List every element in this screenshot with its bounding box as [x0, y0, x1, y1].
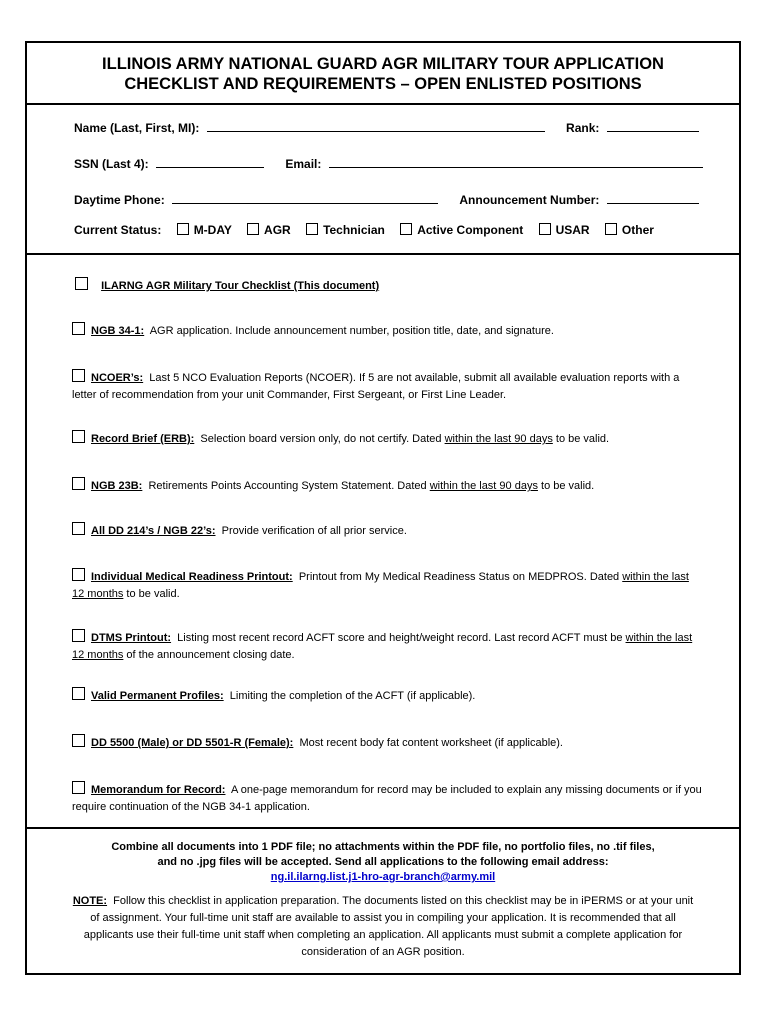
applicant-fields [27, 103, 739, 255]
status-option-label: Technician [323, 223, 385, 237]
checklist-checkbox[interactable] [72, 369, 85, 382]
checklist-checkbox[interactable] [72, 568, 85, 581]
checklist-item [72, 322, 702, 340]
checklist-item-label: Record Brief (ERB): [91, 433, 195, 445]
checklist-item-label: NGB 34-1: [91, 325, 145, 337]
status-technician-checkbox[interactable] [306, 223, 318, 235]
checklist-item-text: Retirements Points Accounting System Statement. Dated [148, 480, 430, 492]
checklist-item-deadline: within the last 12 months [72, 571, 689, 600]
checklist-item [72, 734, 702, 752]
note-label: NOTE: [72, 895, 108, 907]
form-frame [25, 41, 741, 975]
checklist-checkbox[interactable] [72, 522, 85, 535]
status-agr-checkbox[interactable] [247, 223, 259, 235]
rank-field[interactable] [607, 119, 699, 132]
checklist-item [72, 369, 702, 404]
checklist-checkbox[interactable] [72, 322, 85, 335]
phone-label: Daytime Phone: [74, 193, 165, 207]
checklist-item-text: Printout from My Medical Readiness Status on MEDPROS. Dated [298, 571, 623, 583]
combine-instructions [27, 840, 739, 885]
checklist-item-text: Listing most recent record ACFT score and height/weight record. Last record ACFT must be [177, 632, 626, 644]
checklist-item-text: Most recent body fat content worksheet (if applicable). [299, 737, 563, 749]
checklist-item-label: Valid Permanent Profiles: [91, 690, 224, 702]
checklist-item [72, 629, 702, 664]
submission-instructions [27, 827, 739, 975]
status-option-label: M-DAY [193, 223, 232, 237]
checklist-item-label: Individual Medical Readiness Printout: [91, 571, 293, 583]
status-mday-checkbox[interactable] [177, 223, 189, 235]
status-usar-checkbox[interactable] [539, 223, 551, 235]
checklist-item-text: A one-page memorandum for record may be included to explain any missing documents or if you require continuation of the NGB 34-1 application. [72, 784, 702, 813]
checklist-item-text: AGR application. Include announcement number, position title, date, and signature. [149, 325, 554, 337]
checklist-item-label: All DD 214’s / NGB 22’s: [91, 525, 216, 537]
checklist-checkbox[interactable] [75, 277, 88, 290]
checklist-item-text: Selection board version only, do not certify. Dated [200, 433, 445, 445]
checklist-item-text: Last 5 NCO Evaluation Reports (NCOER). If 5 are not available, submit all available evaluation reports with a letter of recommendation from your unit Commander, First Sergeant, or First Line Leader. [72, 372, 680, 401]
status-option-label: USAR [555, 223, 590, 237]
checklist-item [72, 687, 702, 705]
checklist-item-label: NGB 23B: [91, 480, 143, 492]
status-option-label: AGR [264, 223, 291, 237]
checklist-item-text-end: to be valid. [123, 588, 180, 600]
name-rank-row [74, 119, 699, 135]
announcement-label: Announcement Number: [459, 193, 600, 207]
form-header [27, 43, 739, 105]
checklist-item-label: ILARNG AGR Military Tour Checklist (This document) [101, 280, 380, 292]
status-other-checkbox[interactable] [605, 223, 617, 235]
name-field[interactable] [207, 119, 545, 132]
email-label: Email: [285, 157, 322, 171]
ssn-label: SSN (Last 4): [74, 157, 149, 171]
checklist-checkbox[interactable] [72, 477, 85, 490]
form-title-line-1: ILLINOIS ARMY NATIONAL GUARD AGR MILITARY TOUR APPLICATION [102, 55, 664, 73]
checklist-item-deadline: within the last 12 months [72, 632, 693, 661]
checklist-item-text-end: to be valid. [537, 480, 595, 492]
checklist-item-text: Provide verification of all prior service. [221, 525, 407, 537]
status-active-component-checkbox[interactable] [400, 223, 412, 235]
checklist-item-text: Limiting the completion of the ACFT (if applicable). [229, 690, 476, 702]
checklist-item [75, 277, 705, 295]
status-option-label: Active Component [417, 223, 524, 237]
current-status-row [74, 223, 654, 237]
status-option-label: Other [621, 223, 654, 237]
checklist-item-label: DTMS Printout: [91, 632, 172, 644]
checklist-item-text-end: to be valid. [552, 433, 610, 445]
checklist-checkbox[interactable] [72, 687, 85, 700]
form-title-line-2: CHECKLIST AND REQUIREMENTS – OPEN ENLISTED POSITIONS [124, 75, 642, 93]
checklist-item-deadline: within the last 90 days [429, 480, 538, 492]
checklist-checkbox[interactable] [72, 430, 85, 443]
combine-line-2: and no .jpg files will be accepted. Send all applications to the following email address: [157, 856, 609, 868]
checklist-checkbox[interactable] [72, 734, 85, 747]
checklist-item [72, 522, 702, 540]
rank-label: Rank: [566, 121, 600, 135]
ssn-email-row [74, 155, 703, 171]
checklist-item [72, 477, 702, 495]
note-paragraph [27, 893, 739, 961]
ssn-field[interactable] [156, 155, 264, 168]
phone-field[interactable] [172, 191, 438, 204]
checklist-item-label: Memorandum for Record: [91, 784, 226, 796]
submission-email-link[interactable]: ng.il.ilarng.list.j1-hro-agr-branch@army.mil [270, 871, 496, 883]
checklist-item-label: DD 5500 (Male) or DD 5501-R (Female): [91, 737, 294, 749]
checklist-item-deadline: within the last 90 days [444, 433, 553, 445]
checklist-item [72, 430, 702, 448]
checklist-item [72, 781, 702, 816]
checklist-item-label: NCOER’s: [91, 372, 144, 384]
checklist-item-text-end: of the announcement closing date. [123, 649, 295, 661]
checklist-item [72, 568, 702, 603]
checklist-checkbox[interactable] [72, 781, 85, 794]
status-label: Current Status: [74, 223, 162, 237]
phone-announcement-row [74, 191, 699, 207]
document-checklist [27, 255, 739, 825]
combine-line-1: Combine all documents into 1 PDF file; no attachments within the PDF file, no portfolio files, no .tif files, [111, 841, 655, 853]
checklist-checkbox[interactable] [72, 629, 85, 642]
note-text: Follow this checklist in application preparation. The documents listed on this checklist may be in iPERMS or at your unit of assignment. Your full-time unit staff are available to assist you in compiling your application. It is recommended that all applicants use their full-time unit staff when completing an application. All applicants must submit a complete application for consideration of an AGR position. [83, 895, 694, 958]
announcement-field[interactable] [607, 191, 699, 204]
email-field[interactable] [329, 155, 703, 168]
name-label: Name (Last, First, MI): [74, 121, 200, 135]
